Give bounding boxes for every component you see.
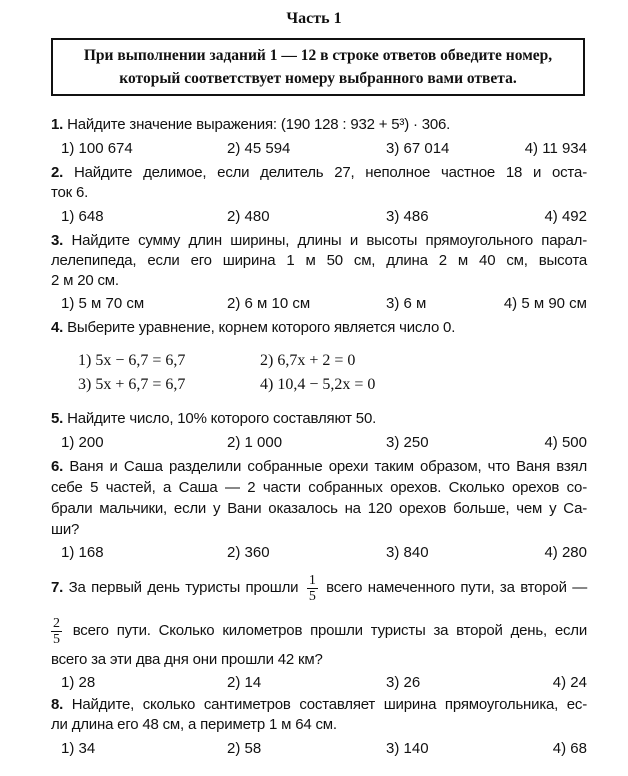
answer-option[interactable]: 2) 58 — [227, 740, 262, 757]
question-text: Ваня и Саша разделили собранные орехи таким образом, что Ваня взял — [69, 458, 588, 475]
answer-option[interactable]: 1) 34 — [61, 740, 96, 757]
answer-option[interactable]: 4) 500 — [544, 434, 587, 451]
question-6 — [51, 458, 587, 475]
answer-option[interactable]: 3) 840 — [386, 544, 429, 561]
equation-option[interactable]: 4) 10,4 − 5,2x = 0 — [260, 376, 376, 393]
instruction-box — [51, 38, 585, 96]
answer-option[interactable]: 2) 6 м 10 см — [227, 295, 311, 312]
equation-option[interactable]: 3) 5x + 6,7 = 6,7 — [78, 376, 186, 393]
answer-option[interactable]: 2) 14 — [227, 674, 262, 691]
question-text: всего за эти два дня они прошли 42 км? — [51, 651, 323, 668]
answer-options-8 — [51, 740, 587, 760]
question-text: Выберите уравнение, корнем которого является число 0. — [67, 319, 456, 336]
question-text: Найдите, сколько сантиметров составляет ширина прямоугольника, ес- — [71, 696, 587, 713]
answer-options-6 — [51, 544, 587, 564]
fraction-numerator: 2 — [53, 615, 60, 631]
answer-option[interactable]: 1) 200 — [61, 434, 104, 451]
answer-option[interactable]: 3) 26 — [386, 674, 421, 691]
question-text: ток 6. — [51, 184, 89, 201]
answer-option[interactable]: 2) 45 594 — [227, 140, 291, 157]
equation-option[interactable]: 2) 6,7x + 2 = 0 — [260, 352, 356, 369]
question-text: всего пути. Сколько километров прошли туристы за второй день, если — [72, 622, 588, 639]
answer-option[interactable]: 4) 5 м 90 см — [503, 295, 587, 312]
answer-option[interactable]: 1) 168 — [61, 544, 104, 561]
question-number: 1. — [51, 116, 64, 133]
answer-option[interactable]: 4) 11 934 — [524, 140, 587, 157]
question-7 — [51, 570, 587, 606]
answer-option[interactable]: 4) 280 — [544, 544, 587, 561]
answer-option[interactable]: 2) 480 — [227, 208, 270, 225]
question-text-line — [51, 613, 587, 649]
question-number: 2. — [51, 164, 64, 181]
answer-option[interactable]: 1) 5 м 70 см — [61, 295, 145, 312]
question-number: 7. — [51, 579, 64, 596]
question-number: 3. — [51, 232, 64, 249]
page-title: Часть 1 — [286, 10, 342, 27]
question-text: Найдите число, 10% которого составляют 50. — [67, 410, 377, 427]
answer-option[interactable]: 1) 648 — [61, 208, 104, 225]
question-number: 8. — [51, 696, 64, 713]
answer-option[interactable]: 2) 360 — [227, 544, 270, 561]
answer-option[interactable]: 3) 140 — [386, 740, 429, 757]
question-text: ши? — [51, 521, 80, 538]
question-text: себе 5 частей, а Саша — 2 части собранных орехов. Сколько орехов со- — [51, 479, 587, 496]
answer-option[interactable]: 3) 250 — [386, 434, 429, 451]
question-2 — [51, 164, 587, 181]
question-number: 6. — [51, 458, 64, 475]
answer-option[interactable]: 2) 1 000 — [227, 434, 283, 451]
question-text: Найдите значение выражения: (190 128 : 932 + 5³) · 306. — [67, 116, 451, 133]
question-number: 4. — [51, 319, 64, 336]
answer-option[interactable]: 4) 492 — [544, 208, 587, 225]
question-text: брали мальчики, если у Вани оказалось на 120 орехов больше, чем у Са- — [51, 500, 587, 517]
answer-options-3 — [51, 295, 587, 315]
fraction-numerator: 1 — [308, 572, 316, 588]
fraction — [51, 616, 62, 647]
instruction-line: который соответствует номеру выбранного вами ответа. — [119, 70, 517, 87]
answer-option[interactable]: 3) 6 м — [386, 295, 427, 312]
question-text: ли длина его 48 см, а периметр 1 м 64 см. — [51, 716, 337, 733]
question-3 — [51, 232, 587, 249]
question-5 — [51, 410, 376, 427]
question-text: лелепипеда, если его ширина 1 м 50 см, длина 2 м 40 см, высота — [51, 252, 587, 269]
question-1 — [51, 116, 450, 133]
question-text: Найдите сумму длин ширины, длины и высоты прямоугольного парал- — [71, 232, 587, 249]
question-text: всего намеченного пути, за второй — — [326, 579, 588, 596]
answer-option[interactable]: 1) 100 674 — [61, 140, 133, 157]
fraction — [307, 573, 318, 604]
equation-option[interactable]: 1) 5x − 6,7 = 6,7 — [78, 352, 186, 369]
fraction-denominator: 5 — [53, 631, 60, 647]
instruction-line: При выполнении заданий 1 — 12 в строке ответов обведите номер, — [83, 47, 553, 64]
answer-option[interactable]: 4) 24 — [552, 674, 587, 691]
question-text: Найдите делимое, если делитель 27, неполное частное 18 и остa- — [73, 164, 587, 181]
answer-option[interactable]: 3) 486 — [386, 208, 429, 225]
question-text: 2 м 20 см. — [51, 272, 119, 289]
answer-option[interactable]: 1) 28 — [61, 674, 96, 691]
fraction-denominator: 5 — [308, 588, 316, 604]
question-number: 5. — [51, 410, 64, 427]
answer-options-2 — [51, 208, 587, 228]
question-8 — [51, 696, 587, 713]
question-4 — [51, 319, 455, 336]
answer-option[interactable]: 3) 67 014 — [386, 140, 450, 157]
answer-options-5 — [51, 434, 587, 454]
answer-options-7 — [51, 674, 587, 694]
answer-option[interactable]: 4) 68 — [552, 740, 587, 757]
question-text: За первый день туристы прошли — [68, 579, 299, 596]
answer-options-1 — [51, 140, 587, 160]
